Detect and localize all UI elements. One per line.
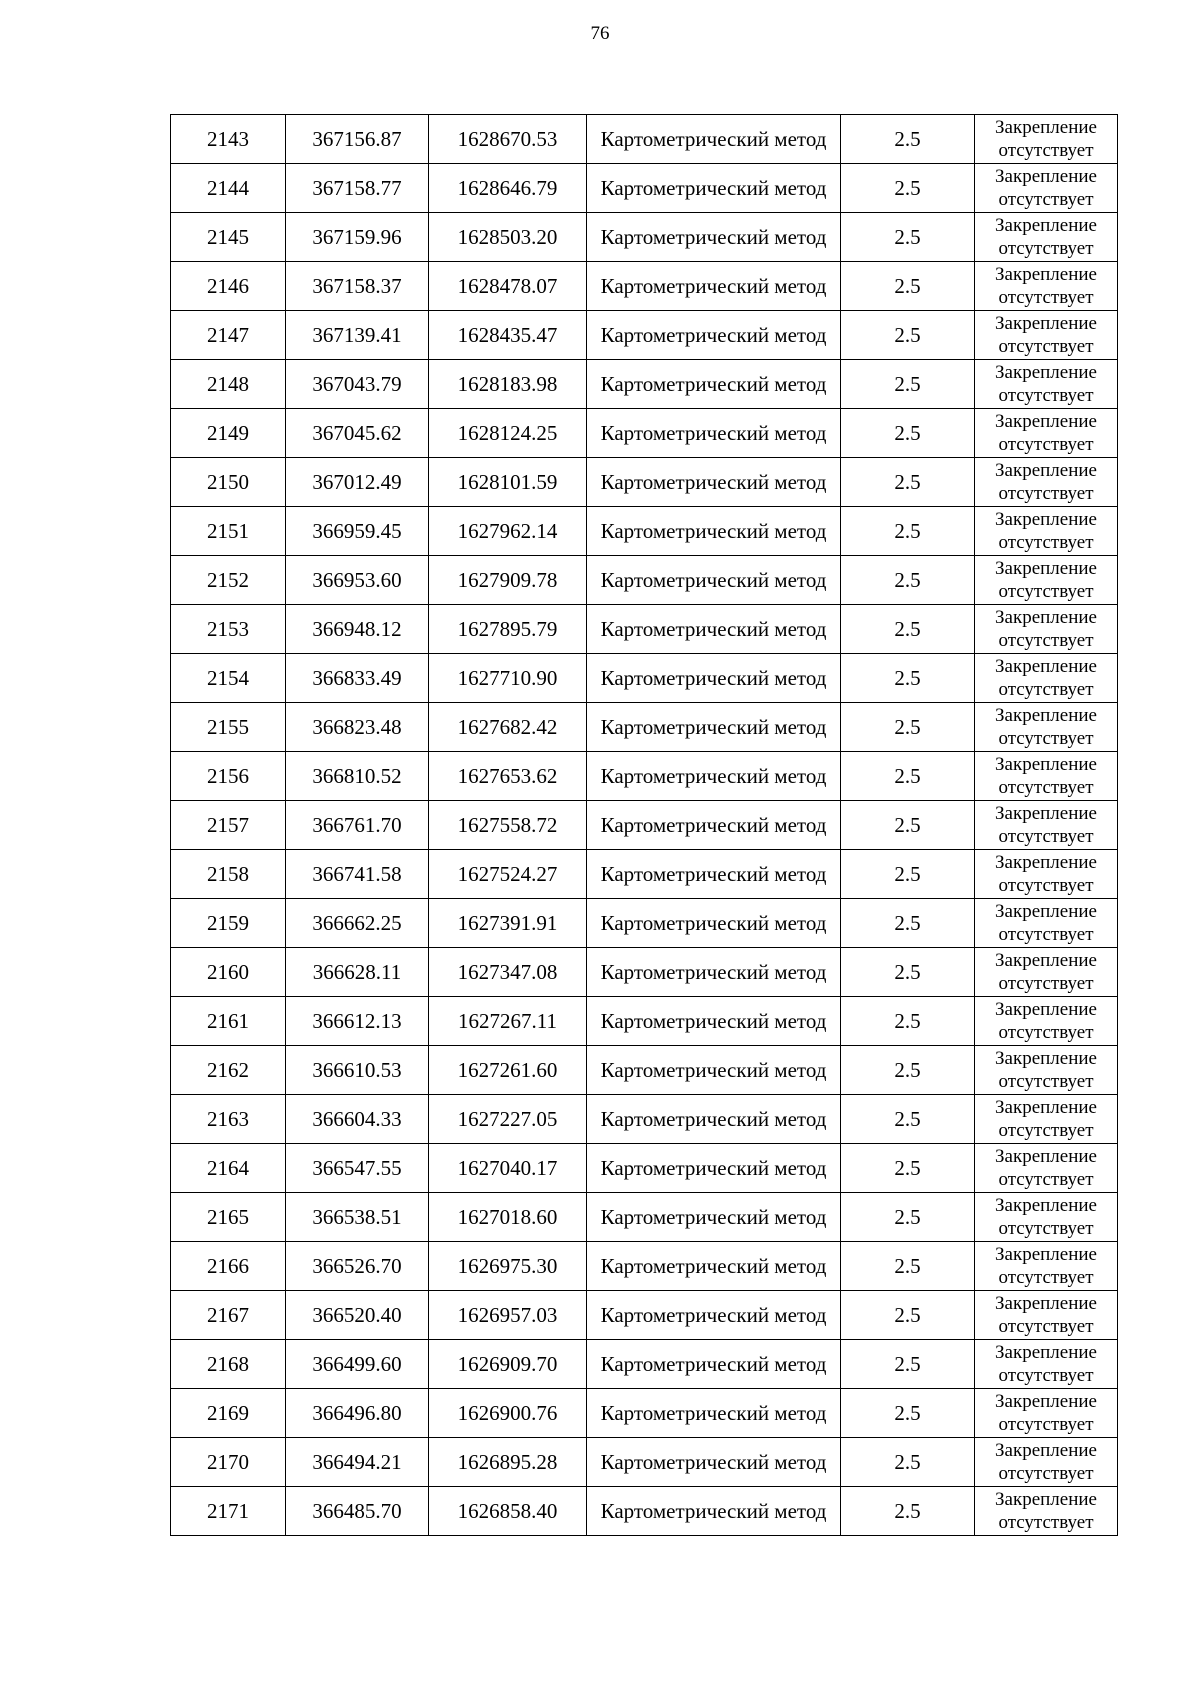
method-cell: Картометрический метод (587, 654, 841, 703)
point-number-cell: 2145 (171, 213, 286, 262)
fixing-note-cell: Закрепление отсутствует (975, 948, 1118, 997)
method-cell: Картометрический метод (587, 801, 841, 850)
coordinates-table-body (171, 115, 1118, 1536)
point-number-cell: 2164 (171, 1144, 286, 1193)
y-coordinate-cell: 1626900.76 (429, 1389, 587, 1438)
fixing-note-cell: Закрепление отсутствует (975, 360, 1118, 409)
accuracy-cell: 2.5 (841, 997, 975, 1046)
accuracy-cell: 2.5 (841, 1389, 975, 1438)
table-row (171, 1046, 1118, 1095)
accuracy-cell: 2.5 (841, 899, 975, 948)
x-coordinate-cell: 366499.60 (286, 1340, 429, 1389)
fixing-note-cell: Закрепление отсутствует (975, 262, 1118, 311)
point-number-cell: 2157 (171, 801, 286, 850)
accuracy-cell: 2.5 (841, 605, 975, 654)
table-row (171, 1438, 1118, 1487)
accuracy-cell: 2.5 (841, 1193, 975, 1242)
table-row (171, 605, 1118, 654)
point-number-cell: 2152 (171, 556, 286, 605)
fixing-note-cell: Закрепление отсутствует (975, 1438, 1118, 1487)
y-coordinate-cell: 1627909.78 (429, 556, 587, 605)
table-row (171, 1340, 1118, 1389)
table-row (171, 458, 1118, 507)
y-coordinate-cell: 1627261.60 (429, 1046, 587, 1095)
point-number-cell: 2150 (171, 458, 286, 507)
accuracy-cell: 2.5 (841, 1340, 975, 1389)
point-number-cell: 2169 (171, 1389, 286, 1438)
point-number-cell: 2161 (171, 997, 286, 1046)
y-coordinate-cell: 1627018.60 (429, 1193, 587, 1242)
accuracy-cell: 2.5 (841, 507, 975, 556)
y-coordinate-cell: 1627040.17 (429, 1144, 587, 1193)
table-row (171, 850, 1118, 899)
fixing-note-cell: Закрепление отсутствует (975, 556, 1118, 605)
table-row (171, 311, 1118, 360)
method-cell: Картометрический метод (587, 311, 841, 360)
fixing-note-cell: Закрепление отсутствует (975, 703, 1118, 752)
x-coordinate-cell: 367045.62 (286, 409, 429, 458)
table-row (171, 1291, 1118, 1340)
x-coordinate-cell: 367043.79 (286, 360, 429, 409)
accuracy-cell: 2.5 (841, 1242, 975, 1291)
x-coordinate-cell: 366612.13 (286, 997, 429, 1046)
x-coordinate-cell: 366485.70 (286, 1487, 429, 1536)
accuracy-cell: 2.5 (841, 801, 975, 850)
table-row (171, 213, 1118, 262)
point-number-cell: 2167 (171, 1291, 286, 1340)
method-cell: Картометрический метод (587, 458, 841, 507)
method-cell: Картометрический метод (587, 1340, 841, 1389)
table-row (171, 360, 1118, 409)
x-coordinate-cell: 366520.40 (286, 1291, 429, 1340)
fixing-note-cell: Закрепление отсутствует (975, 311, 1118, 360)
method-cell: Картометрический метод (587, 409, 841, 458)
fixing-note-cell: Закрепление отсутствует (975, 1144, 1118, 1193)
point-number-cell: 2154 (171, 654, 286, 703)
method-cell: Картометрический метод (587, 115, 841, 164)
point-number-cell: 2143 (171, 115, 286, 164)
x-coordinate-cell: 366810.52 (286, 752, 429, 801)
accuracy-cell: 2.5 (841, 556, 975, 605)
fixing-note-cell: Закрепление отсутствует (975, 654, 1118, 703)
table-row (171, 115, 1118, 164)
table-row (171, 801, 1118, 850)
y-coordinate-cell: 1627227.05 (429, 1095, 587, 1144)
table-row (171, 1095, 1118, 1144)
accuracy-cell: 2.5 (841, 948, 975, 997)
method-cell: Картометрический метод (587, 997, 841, 1046)
y-coordinate-cell: 1626909.70 (429, 1340, 587, 1389)
point-number-cell: 2156 (171, 752, 286, 801)
fixing-note-cell: Закрепление отсутствует (975, 115, 1118, 164)
point-number-cell: 2144 (171, 164, 286, 213)
accuracy-cell: 2.5 (841, 115, 975, 164)
accuracy-cell: 2.5 (841, 409, 975, 458)
fixing-note-cell: Закрепление отсутствует (975, 164, 1118, 213)
method-cell: Картометрический метод (587, 1144, 841, 1193)
x-coordinate-cell: 367139.41 (286, 311, 429, 360)
x-coordinate-cell: 367012.49 (286, 458, 429, 507)
x-coordinate-cell: 366538.51 (286, 1193, 429, 1242)
method-cell: Картометрический метод (587, 605, 841, 654)
fixing-note-cell: Закрепление отсутствует (975, 1242, 1118, 1291)
y-coordinate-cell: 1628101.59 (429, 458, 587, 507)
table-row (171, 899, 1118, 948)
fixing-note-cell: Закрепление отсутствует (975, 458, 1118, 507)
x-coordinate-cell: 366823.48 (286, 703, 429, 752)
y-coordinate-cell: 1628646.79 (429, 164, 587, 213)
fixing-note-cell: Закрепление отсутствует (975, 213, 1118, 262)
y-coordinate-cell: 1627391.91 (429, 899, 587, 948)
accuracy-cell: 2.5 (841, 1046, 975, 1095)
table-row (171, 948, 1118, 997)
method-cell: Картометрический метод (587, 1095, 841, 1144)
accuracy-cell: 2.5 (841, 311, 975, 360)
y-coordinate-cell: 1627895.79 (429, 605, 587, 654)
y-coordinate-cell: 1628503.20 (429, 213, 587, 262)
fixing-note-cell: Закрепление отсутствует (975, 1095, 1118, 1144)
x-coordinate-cell: 366953.60 (286, 556, 429, 605)
fixing-note-cell: Закрепление отсутствует (975, 1487, 1118, 1536)
point-number-cell: 2158 (171, 850, 286, 899)
y-coordinate-cell: 1626957.03 (429, 1291, 587, 1340)
fixing-note-cell: Закрепление отсутствует (975, 1046, 1118, 1095)
y-coordinate-cell: 1627682.42 (429, 703, 587, 752)
y-coordinate-cell: 1627524.27 (429, 850, 587, 899)
accuracy-cell: 2.5 (841, 1095, 975, 1144)
x-coordinate-cell: 366833.49 (286, 654, 429, 703)
fixing-note-cell: Закрепление отсутствует (975, 752, 1118, 801)
point-number-cell: 2147 (171, 311, 286, 360)
method-cell: Картометрический метод (587, 507, 841, 556)
table-row (171, 752, 1118, 801)
y-coordinate-cell: 1627347.08 (429, 948, 587, 997)
fixing-note-cell: Закрепление отсутствует (975, 605, 1118, 654)
fixing-note-cell: Закрепление отсутствует (975, 1340, 1118, 1389)
y-coordinate-cell: 1627267.11 (429, 997, 587, 1046)
point-number-cell: 2162 (171, 1046, 286, 1095)
table-row (171, 1487, 1118, 1536)
table-row (171, 997, 1118, 1046)
method-cell: Картометрический метод (587, 556, 841, 605)
accuracy-cell: 2.5 (841, 654, 975, 703)
method-cell: Картометрический метод (587, 948, 841, 997)
x-coordinate-cell: 366526.70 (286, 1242, 429, 1291)
fixing-note-cell: Закрепление отсутствует (975, 1291, 1118, 1340)
x-coordinate-cell: 366610.53 (286, 1046, 429, 1095)
y-coordinate-cell: 1627558.72 (429, 801, 587, 850)
method-cell: Картометрический метод (587, 703, 841, 752)
method-cell: Картометрический метод (587, 213, 841, 262)
fixing-note-cell: Закрепление отсутствует (975, 801, 1118, 850)
accuracy-cell: 2.5 (841, 1291, 975, 1340)
accuracy-cell: 2.5 (841, 262, 975, 311)
x-coordinate-cell: 366547.55 (286, 1144, 429, 1193)
table-row (171, 1193, 1118, 1242)
point-number-cell: 2163 (171, 1095, 286, 1144)
fixing-note-cell: Закрепление отсутствует (975, 507, 1118, 556)
x-coordinate-cell: 366628.11 (286, 948, 429, 997)
x-coordinate-cell: 366496.80 (286, 1389, 429, 1438)
y-coordinate-cell: 1628183.98 (429, 360, 587, 409)
point-number-cell: 2153 (171, 605, 286, 654)
y-coordinate-cell: 1627962.14 (429, 507, 587, 556)
y-coordinate-cell: 1628435.47 (429, 311, 587, 360)
point-number-cell: 2151 (171, 507, 286, 556)
table-row (171, 164, 1118, 213)
fixing-note-cell: Закрепление отсутствует (975, 997, 1118, 1046)
table-row (171, 654, 1118, 703)
method-cell: Картометрический метод (587, 262, 841, 311)
method-cell: Картометрический метод (587, 1242, 841, 1291)
point-number-cell: 2160 (171, 948, 286, 997)
point-number-cell: 2166 (171, 1242, 286, 1291)
point-number-cell: 2168 (171, 1340, 286, 1389)
table-row (171, 1144, 1118, 1193)
method-cell: Картометрический метод (587, 1438, 841, 1487)
accuracy-cell: 2.5 (841, 703, 975, 752)
method-cell: Картометрический метод (587, 752, 841, 801)
table-row (171, 1389, 1118, 1438)
x-coordinate-cell: 366948.12 (286, 605, 429, 654)
x-coordinate-cell: 366959.45 (286, 507, 429, 556)
accuracy-cell: 2.5 (841, 458, 975, 507)
table-row (171, 507, 1118, 556)
table-row (171, 409, 1118, 458)
method-cell: Картометрический метод (587, 1291, 841, 1340)
x-coordinate-cell: 366741.58 (286, 850, 429, 899)
point-number-cell: 2149 (171, 409, 286, 458)
x-coordinate-cell: 367156.87 (286, 115, 429, 164)
point-number-cell: 2171 (171, 1487, 286, 1536)
method-cell: Картометрический метод (587, 164, 841, 213)
y-coordinate-cell: 1626975.30 (429, 1242, 587, 1291)
fixing-note-cell: Закрепление отсутствует (975, 1193, 1118, 1242)
table-row (171, 1242, 1118, 1291)
coordinates-table (170, 114, 1118, 1536)
fixing-note-cell: Закрепление отсутствует (975, 1389, 1118, 1438)
y-coordinate-cell: 1628124.25 (429, 409, 587, 458)
y-coordinate-cell: 1626858.40 (429, 1487, 587, 1536)
fixing-note-cell: Закрепление отсутствует (975, 850, 1118, 899)
method-cell: Картометрический метод (587, 1046, 841, 1095)
point-number-cell: 2159 (171, 899, 286, 948)
fixing-note-cell: Закрепление отсутствует (975, 899, 1118, 948)
y-coordinate-cell: 1627710.90 (429, 654, 587, 703)
y-coordinate-cell: 1628478.07 (429, 262, 587, 311)
y-coordinate-cell: 1627653.62 (429, 752, 587, 801)
accuracy-cell: 2.5 (841, 752, 975, 801)
page-number: 76 (590, 23, 610, 44)
x-coordinate-cell: 366604.33 (286, 1095, 429, 1144)
accuracy-cell: 2.5 (841, 1438, 975, 1487)
accuracy-cell: 2.5 (841, 213, 975, 262)
x-coordinate-cell: 367159.96 (286, 213, 429, 262)
table-row (171, 262, 1118, 311)
method-cell: Картометрический метод (587, 360, 841, 409)
point-number-cell: 2155 (171, 703, 286, 752)
fixing-note-cell: Закрепление отсутствует (975, 409, 1118, 458)
accuracy-cell: 2.5 (841, 1487, 975, 1536)
accuracy-cell: 2.5 (841, 850, 975, 899)
method-cell: Картометрический метод (587, 1193, 841, 1242)
x-coordinate-cell: 367158.37 (286, 262, 429, 311)
point-number-cell: 2148 (171, 360, 286, 409)
method-cell: Картометрический метод (587, 899, 841, 948)
x-coordinate-cell: 367158.77 (286, 164, 429, 213)
accuracy-cell: 2.5 (841, 1144, 975, 1193)
point-number-cell: 2146 (171, 262, 286, 311)
y-coordinate-cell: 1626895.28 (429, 1438, 587, 1487)
y-coordinate-cell: 1628670.53 (429, 115, 587, 164)
table-row (171, 703, 1118, 752)
x-coordinate-cell: 366662.25 (286, 899, 429, 948)
accuracy-cell: 2.5 (841, 360, 975, 409)
method-cell: Картометрический метод (587, 1487, 841, 1536)
x-coordinate-cell: 366494.21 (286, 1438, 429, 1487)
accuracy-cell: 2.5 (841, 164, 975, 213)
table-row (171, 556, 1118, 605)
method-cell: Картометрический метод (587, 1389, 841, 1438)
x-coordinate-cell: 366761.70 (286, 801, 429, 850)
method-cell: Картометрический метод (587, 850, 841, 899)
point-number-cell: 2170 (171, 1438, 286, 1487)
point-number-cell: 2165 (171, 1193, 286, 1242)
